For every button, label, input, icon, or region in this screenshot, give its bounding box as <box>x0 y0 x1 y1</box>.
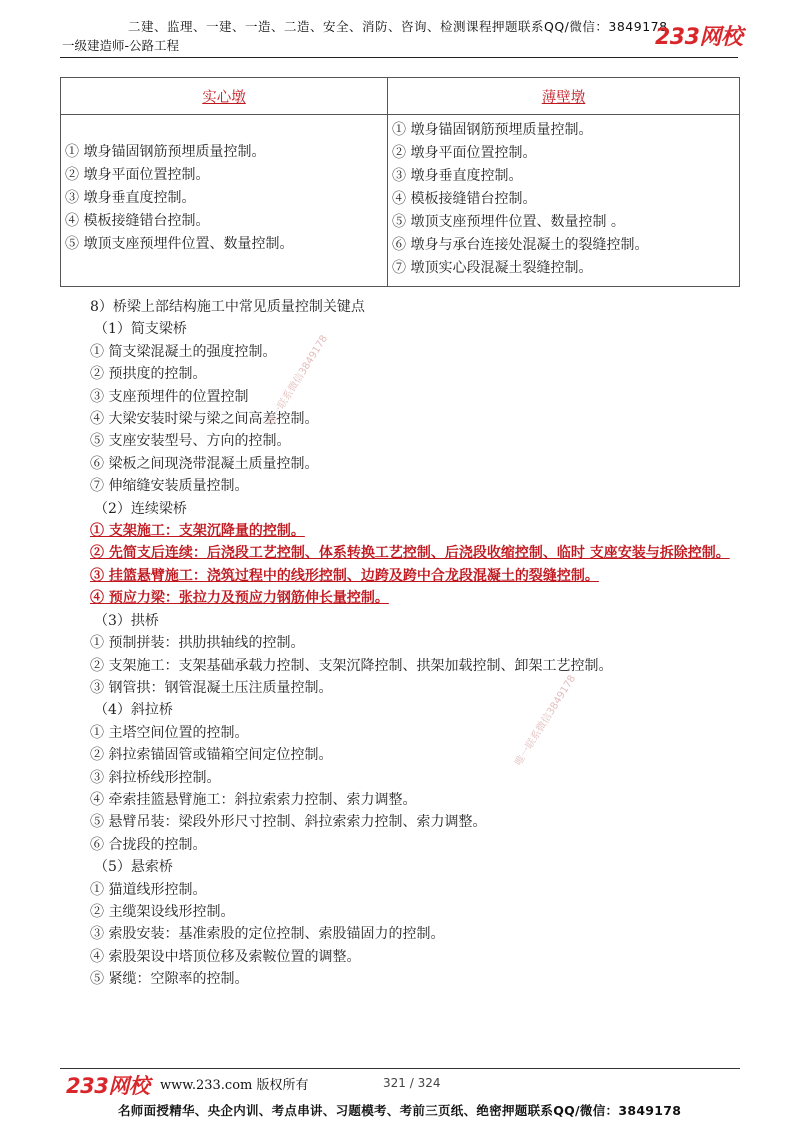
body-line: （1）简支梁桥 <box>94 321 187 338</box>
body-line: ① 猫道线形控制。 <box>90 881 207 898</box>
body-line: ③ 挂篮悬臂施工：浇筑过程中的线形控制、边跨及跨中合龙段混凝土的裂缝控制。 <box>90 567 599 584</box>
body-line: ⑥ 梁板之间现浇带混凝土质量控制。 <box>90 455 319 472</box>
body-line: ⑤ 支座安装型号、方向的控制。 <box>90 433 291 450</box>
footer-copyright: www.233.com 版权所有 <box>160 1078 309 1093</box>
header-contact-line: 二建、监理、一建、一造、二造、安全、消防、咨询、检测课程押题联系QQ/微信：3849178 <box>128 19 668 34</box>
watermark: 唯一联系微信3849178 <box>513 673 579 768</box>
body-line: ① 简支梁混凝土的强度控制。 <box>90 343 277 360</box>
body-line: ② 预拱度的控制。 <box>90 366 207 383</box>
body-line: ④ 索股架设中塔顶位移及索鞍位置的调整。 <box>90 948 361 965</box>
column-heading-thin-wall-pier: 薄壁墩 <box>388 78 740 115</box>
body-line: ② 先简支后连续：后浇段工艺控制、体系转换工艺控制、后浇段收缩控制、临时 支座安装与拆除控制。 <box>90 545 730 562</box>
header-subject-title: 一级建造师-公路工程 <box>62 38 180 53</box>
body-line: （4）斜拉桥 <box>94 702 173 719</box>
body-line: ④ 预应力梁：张拉力及预应力钢筋伸长量控制。 <box>90 590 389 607</box>
list-item: ⑤ 墩顶支座预埋件位置、数量控制。 <box>65 236 294 252</box>
list-item: ④ 模板接缝错台控制。 <box>65 213 210 229</box>
list-item: ① 墩身锚固钢筋预埋质量控制。 <box>65 144 266 160</box>
table-header-row <box>61 78 740 115</box>
body-line: ③ 钢管拱：钢管混凝土压注质量控制。 <box>90 679 333 696</box>
footer-contact-line: 名师面授精华、央企内训、考点串讲、习题模考、考前三页纸、绝密押题联系QQ/微信：3849178 <box>118 1103 682 1118</box>
thin-wall-pier-cell <box>388 115 740 287</box>
list-item: ① 墩身锚固钢筋预埋质量控制。 <box>392 122 593 138</box>
list-item: ③ 墩身垂直度控制。 <box>392 168 523 184</box>
body-line: （2）连续梁桥 <box>94 500 187 517</box>
body-line: ② 支架施工：支架基础承载力控制、支架沉降控制、拱架加载控制、卸架工艺控制。 <box>90 657 613 674</box>
solid-pier-cell <box>61 115 388 287</box>
list-item: ② 墩身平面位置控制。 <box>65 167 210 183</box>
pier-comparison-table <box>60 77 740 287</box>
body-line: （5）悬索桥 <box>94 859 173 876</box>
body-line: 8）桥梁上部结构施工中常见质量控制关键点 <box>90 299 365 315</box>
list-item: ② 墩身平面位置控制。 <box>392 145 537 161</box>
watermark: 唯一联系微信3849178 <box>265 333 331 428</box>
body-line: ④ 大梁安装时梁与梁之间高差控制。 <box>90 411 319 428</box>
body-line: （3）拱桥 <box>94 612 159 629</box>
column-heading-solid-pier: 实心墩 <box>61 78 388 115</box>
document-body <box>60 296 750 991</box>
footer-divider <box>60 1068 740 1069</box>
body-line: ② 主缆架设线形控制。 <box>90 903 235 920</box>
body-line: ⑤ 悬臂吊装：梁段外形尺寸控制、斜拉索索力控制、索力调整。 <box>90 814 487 831</box>
body-line: ⑤ 紧缆：空隙率的控制。 <box>90 971 249 988</box>
body-line: ③ 支座预埋件的位置控制 <box>90 388 249 405</box>
body-line: ④ 牵索挂篮悬臂施工：斜拉索索力控制、索力调整。 <box>90 791 417 808</box>
table-row <box>61 115 740 287</box>
list-item: ⑥ 墩身与承台连接处混凝土的裂缝控制。 <box>392 237 649 253</box>
body-line: ③ 斜拉桥线形控制。 <box>90 769 221 786</box>
body-line: ① 预制拼装：拱肋拱轴线的控制。 <box>90 635 305 652</box>
body-line: ② 斜拉索锚固管或锚箱空间定位控制。 <box>90 747 333 764</box>
body-line: ③ 索股安装：基准索股的定位控制、索股锚固力的控制。 <box>90 926 445 943</box>
body-line: ① 主塔空间位置的控制。 <box>90 724 249 741</box>
body-line: ⑥ 合拢段的控制。 <box>90 836 207 853</box>
list-item: ⑤ 墩顶支座预埋件位置、数量控制 。 <box>392 214 625 230</box>
solid-pier-list <box>65 119 383 256</box>
body-line: ① 支架施工：支架沉降量的控制。 <box>90 523 305 540</box>
header-divider <box>60 57 738 58</box>
brand-logo-header: 233网校 <box>655 25 743 50</box>
list-item: ③ 墩身垂直度控制。 <box>65 190 196 206</box>
brand-logo-footer: 233网校 <box>66 1074 150 1098</box>
page-number: 321 / 324 <box>383 1076 441 1090</box>
list-item: ⑦ 墩顶实心段混凝土裂缝控制。 <box>392 260 593 276</box>
list-item: ④ 模板接缝错台控制。 <box>392 191 537 207</box>
thin-wall-pier-list <box>392 119 735 280</box>
body-line: ⑦ 伸缩缝安装质量控制。 <box>90 478 249 495</box>
